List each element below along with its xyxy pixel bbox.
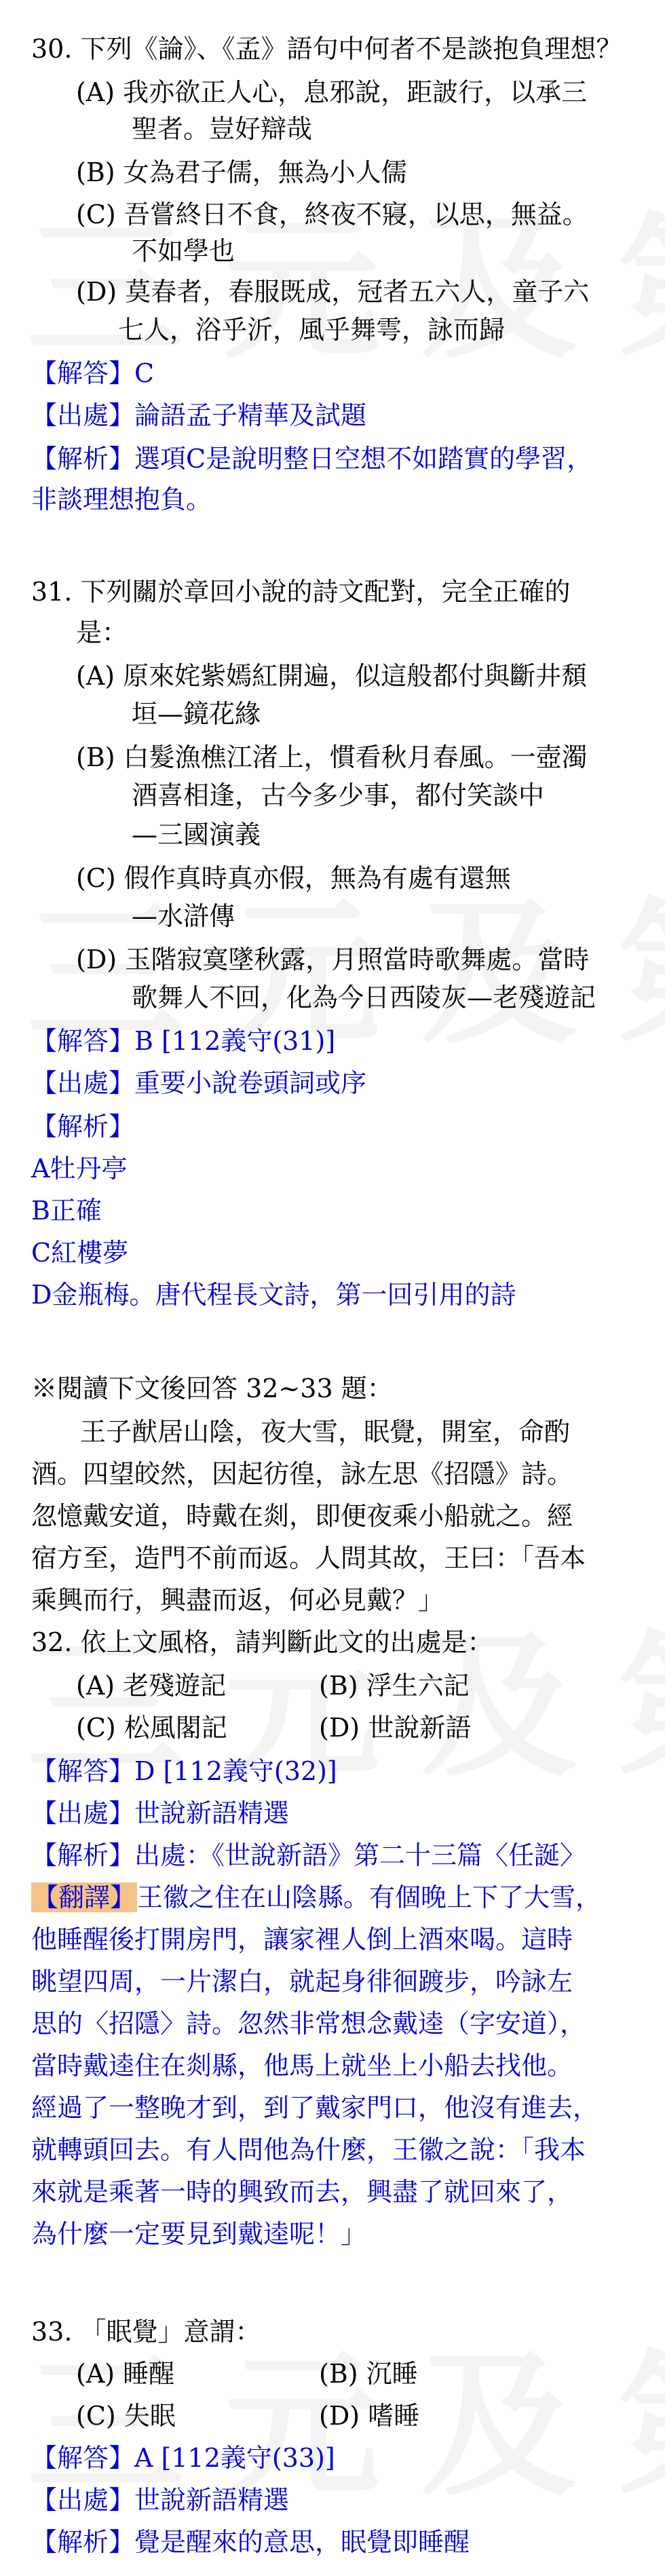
option-32-c: (C) 松風閣記 <box>76 1713 227 1743</box>
option-31-b-cont2: —三國演義 <box>132 820 261 850</box>
explain-30-cont: 非談理想抱負。 <box>31 485 212 514</box>
option-33-d: (D) 嗜睡 <box>319 2401 420 2431</box>
translation-line: 為什麼一定要見到戴逵呢！」 <box>31 2219 367 2249</box>
translation-32 <box>31 1881 601 1914</box>
source-33: 【出處】世說新語精選 <box>31 2485 290 2515</box>
explain-31-d: D金瓶梅。唐代程長文詩，第一回引用的詩 <box>31 1280 516 1310</box>
translation-line: 就轉頭回去。有人問他為什麼，王徽之說：「我本 <box>31 2135 586 2165</box>
option-30-a: (A) 我亦欲正人心，息邪說，距詖行，以承三 <box>76 77 588 107</box>
option-30-a-cont: 聖者。豈好辯哉 <box>132 114 313 144</box>
passage-line: 酒。四望皎然，因起彷徨，詠左思《招隱》詩。 <box>31 1459 573 1489</box>
translation-line: 王徽之住在山陰縣。有個晚上下了大雪， <box>137 1882 602 1912</box>
source-32: 【出處】世說新語精選 <box>31 1798 290 1828</box>
option-32-a: (A) 老殘遊記 <box>76 1671 227 1701</box>
translation-line: 思的〈招隱〉詩。忽然非常想念戴逵（字安道）， <box>31 2009 586 2039</box>
translation-line: 來就是乘著一時的興致而去，興盡了就回來了， <box>31 2177 573 2207</box>
option-31-b-cont: 酒喜相逢，古今多少事，都付笑談中 <box>132 780 545 810</box>
option-33-c: (C) 失眠 <box>76 2401 176 2431</box>
passage-line: 王子猷居山陰，夜大雪，眠覺，開室，命酌 <box>80 1417 571 1447</box>
option-30-b: (B) 女為君子儒，無為小人儒 <box>76 157 407 187</box>
passage-line: 忽憶戴安道，時戴在剡，即便夜乘小船就之。經 <box>31 1501 573 1531</box>
explain-30: 【解析】選項C是說明整日空想不如踏實的學習， <box>31 444 593 474</box>
option-32-b: (B) 浮生六記 <box>319 1671 470 1701</box>
translation-tag: 【翻譯】 <box>33 1882 136 1912</box>
option-31-c-cont: —水滸傳 <box>132 901 235 931</box>
option-30-c: (C) 吾嘗終日不食，終夜不寢，以思，無益。 <box>76 200 588 229</box>
explain-31: 【解析】 <box>31 1112 135 1141</box>
option-30-d-cont: 七人，浴乎沂，風乎舞雩，詠而歸 <box>118 315 506 345</box>
option-32-d: (D) 世說新語 <box>319 1713 472 1743</box>
passage-line: 宿方至，造門不前而返。人問其故，王曰：「吾本 <box>31 1543 586 1573</box>
explain-31-c: C紅樓夢 <box>31 1238 129 1268</box>
answer-30: 【解答】C <box>31 358 155 388</box>
option-33-b: (B) 沉睡 <box>319 2359 418 2389</box>
answer-31: 【解答】B [112義守(31)] <box>31 1026 336 1056</box>
translation-line: 眺望四周，一片潔白，就起身徘徊踱步，吟詠左 <box>31 1967 573 1996</box>
explain-31-a: A牡丹亭 <box>31 1154 128 1183</box>
explain-33: 【解析】覺是醒來的意思，眠覺即睡醒 <box>31 2527 470 2557</box>
translation-line: 經過了一整晚才到，到了戴家門口，他沒有進去， <box>31 2093 599 2123</box>
source-30: 【出處】論語孟子精華及試題 <box>31 400 367 430</box>
option-33-a: (A) 睡醒 <box>76 2359 175 2389</box>
option-31-d-cont: 歌舞人不回，化為今日西陵灰—老殘遊記 <box>132 983 596 1012</box>
answer-32: 【解答】D [112義守(32)] <box>31 1756 337 1786</box>
translation-line: 他睡醒後打開房門，讓家裡人倒上酒來喝。這時 <box>31 1925 573 1954</box>
question-31-stem: 31. 下列關於章回小說的詩文配對，完全正確的 <box>31 577 571 607</box>
option-31-a: (A) 原來姹紫嫣紅開遍，似這般都付與斷井頹 <box>76 661 588 691</box>
option-30-c-cont: 不如學也 <box>132 236 235 266</box>
option-31-a-cont: 垣—鏡花緣 <box>132 699 261 729</box>
option-30-d: (D) 莫春者，春服既成，冠者五六人，童子六 <box>76 277 590 307</box>
answer-33: 【解答】A [112義守(33)] <box>31 2443 335 2473</box>
translation-line: 當時戴逵住在剡縣，他馬上就坐上小船去找他。 <box>31 2051 573 2081</box>
question-32-stem: 32. 依上文風格，請判斷此文的出處是： <box>31 1627 493 1657</box>
option-31-b: (B) 白髮漁樵江渚上，慣看秋月春風。一壺濁 <box>76 742 588 772</box>
question-31-stem-cont: 是： <box>76 618 128 647</box>
passage-intro: ※閱讀下文後回答 32~33 題： <box>31 1374 393 1403</box>
passage-line: 乘興而行，興盡而返，何必見戴？」 <box>31 1585 444 1615</box>
explain-31-b: B正確 <box>31 1196 102 1226</box>
question-33-stem: 33. 「眠覺」意謂： <box>31 2317 261 2347</box>
option-31-c: (C) 假作真時真亦假，無為有處有還無 <box>76 863 511 893</box>
source-31: 【出處】重要小說卷頭詞或序 <box>31 1068 367 1098</box>
explain-32: 【解析】出處：《世說新語》第二十三篇〈任誕〉 <box>31 1840 586 1870</box>
question-30-stem: 30. 下列《論》、《孟》語句中何者不是談抱負理想？ <box>31 34 622 64</box>
option-31-d: (D) 玉階寂寞墜秋露，月照當時歌舞處。當時 <box>76 945 590 974</box>
